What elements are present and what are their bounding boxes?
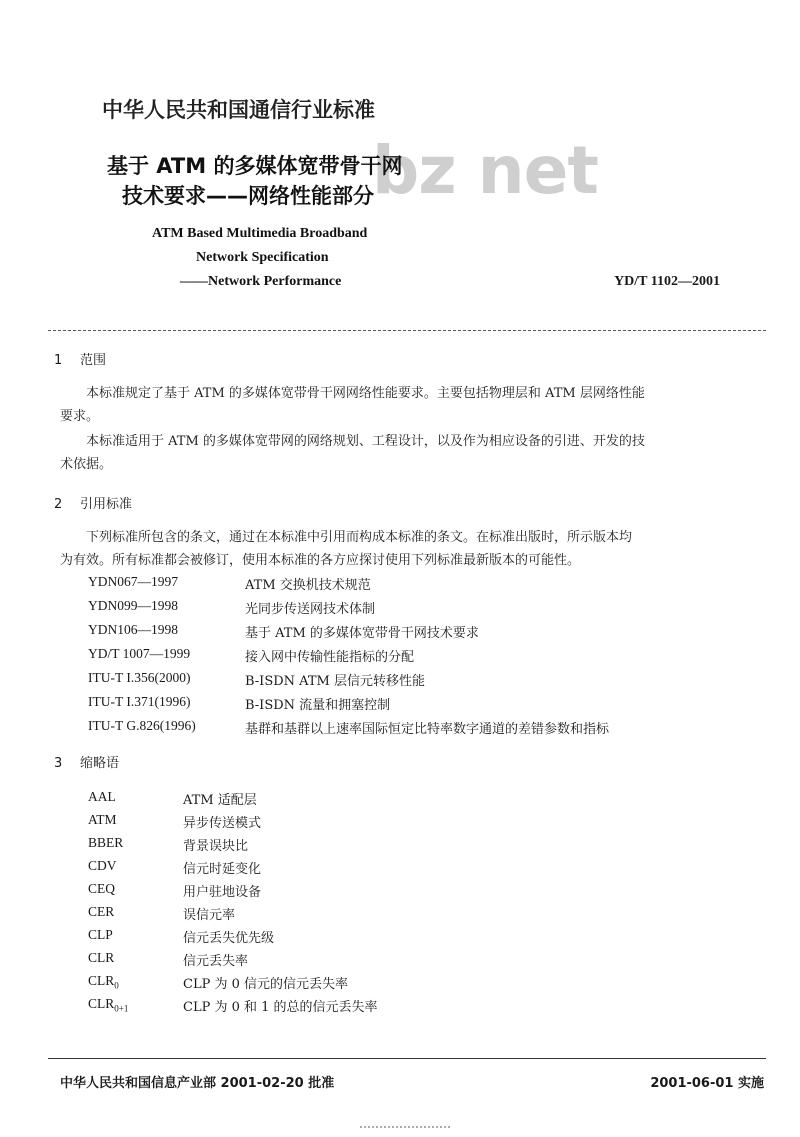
- paragraph-line: 本标准规定了基于 ATM 的多媒体宽带骨干网网络性能要求。主要包括物理层和 ATM 层网络性能: [86, 386, 645, 401]
- section-title: 范围: [80, 353, 107, 368]
- paragraph-line: 为有效。所有标准都会被修订，使用本标准的各方应探讨使用下列标准最新版本的可能性。: [60, 553, 581, 568]
- paragraph-line: 术依据。: [60, 457, 113, 472]
- section-2-paragraph: [60, 526, 765, 572]
- section-2-heading: [54, 493, 132, 512]
- reference-code: YDN067—1997: [88, 574, 178, 589]
- abbreviation-definition: 信元丢失优先级: [183, 931, 275, 946]
- abbreviation-code: [88, 996, 128, 1014]
- abbreviation-code: ATM: [88, 812, 117, 827]
- reference-code: ITU-T I.356(2000): [88, 670, 191, 685]
- standard-number: YD/T 1102—2001: [614, 274, 720, 289]
- section-1-heading: [54, 349, 106, 368]
- reference-title: 基群和基群以上速率国际恒定比特率数字通道的差错参数和指标: [245, 722, 610, 737]
- reference-code: YDN099—1998: [88, 598, 178, 613]
- section-1-paragraph-2: [60, 430, 765, 476]
- abbreviation-subscript: 0+1: [114, 1003, 129, 1014]
- title-cn-line2: 技术要求——网络性能部分: [122, 184, 374, 208]
- section-title: 缩略语: [80, 756, 120, 771]
- reference-code: YDN106—1998: [88, 622, 178, 637]
- title-en-line2: Network Specification: [196, 250, 329, 265]
- abbreviation-base: CLR: [88, 973, 115, 988]
- reference-code: ITU-T G.826(1996): [88, 718, 196, 733]
- abbreviation-code: CER: [88, 904, 115, 919]
- paragraph-line: 要求。: [60, 409, 100, 424]
- reference-title: B-ISDN 流量和拥塞控制: [245, 698, 391, 713]
- abbreviation-subscript: 0: [114, 980, 119, 991]
- abbreviation-base: CLR: [88, 996, 115, 1011]
- industry-standard-label: 中华人民共和国通信行业标准: [102, 98, 375, 122]
- paragraph-line: 下列标准所包含的条文，通过在本标准中引用而构成本标准的条文。在标准出版时，所示版本均: [86, 530, 633, 545]
- approval-line: 中华人民共和国信息产业部 2001-02-20 批准: [60, 1076, 335, 1091]
- watermark: bz net: [372, 132, 598, 209]
- abbreviation-definition: 用户驻地设备: [183, 885, 262, 900]
- abbreviation-code: AAL: [88, 789, 116, 804]
- header-divider: [48, 330, 766, 331]
- section-number: 1: [54, 353, 63, 368]
- abbreviation-definition: ATM 适配层: [183, 793, 257, 808]
- abbreviation-code: CLP: [88, 927, 113, 942]
- section-number: 2: [54, 497, 63, 512]
- paragraph-line: 本标准适用于 ATM 的多媒体宽带网的网络规划、工程设计，以及作为相应设备的引进、开发的技: [86, 434, 645, 449]
- reference-title: 基于 ATM 的多媒体宽带骨干网技术要求: [245, 626, 479, 641]
- reference-code: YD/T 1007—1999: [88, 646, 191, 661]
- abbreviation-code: BBER: [88, 835, 124, 850]
- title-en-line1: ATM Based Multimedia Broadband: [152, 226, 368, 241]
- abbreviation-definition: 背景误块比: [183, 839, 249, 854]
- section-title: 引用标准: [80, 497, 133, 512]
- abbreviation-code: CEQ: [88, 881, 115, 896]
- reference-title: 接入网中传输性能指标的分配: [245, 650, 415, 665]
- footer-divider: [48, 1058, 766, 1059]
- abbreviation-definition: 信元丢失率: [183, 954, 249, 969]
- reference-title: ATM 交换机技术规范: [245, 578, 371, 593]
- abbreviation-definition: 信元时延变化: [183, 862, 262, 877]
- abbreviation-definition: 异步传送模式: [183, 816, 262, 831]
- page-marker: [360, 1126, 450, 1128]
- abbreviation-code: [88, 973, 119, 991]
- section-number: 3: [54, 756, 63, 771]
- abbreviation-code: CLR: [88, 950, 115, 965]
- abbreviation-definition: 误信元率: [183, 908, 236, 923]
- abbreviation-definition: CLP 为 0 信元的信元丢失率: [183, 977, 348, 992]
- abbreviation-code: CDV: [88, 858, 117, 873]
- reference-code: ITU-T I.371(1996): [88, 694, 191, 709]
- reference-title: 光同步传送网技术体制: [245, 602, 376, 617]
- abbreviation-definition: CLP 为 0 和 1 的总的信元丢失率: [183, 1000, 378, 1015]
- section-3-heading: [54, 752, 119, 771]
- title-cn-line1: 基于 ATM 的多媒体宽带骨干网: [107, 154, 403, 178]
- title-en-line3: ——Network Performance: [180, 274, 342, 289]
- implementation-date: 2001-06-01 实施: [650, 1076, 764, 1091]
- section-1-paragraph-1: [60, 382, 765, 428]
- reference-title: B-ISDN ATM 层信元转移性能: [245, 674, 425, 689]
